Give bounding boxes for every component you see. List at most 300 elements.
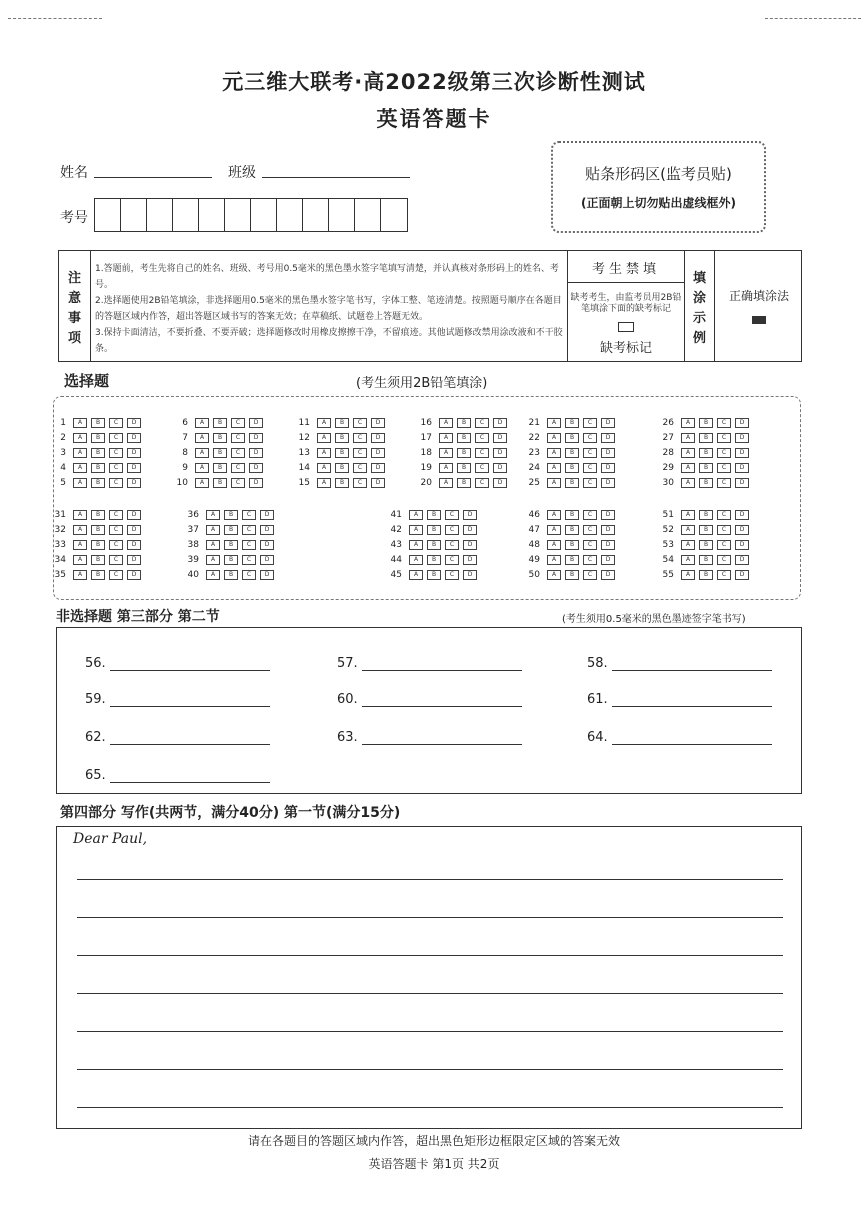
- option-b-bubble[interactable]: B: [91, 418, 105, 428]
- option-d-bubble[interactable]: D: [127, 525, 141, 535]
- option-a-bubble[interactable]: A: [73, 478, 87, 488]
- option-a-bubble[interactable]: A: [73, 555, 87, 565]
- option-b-bubble[interactable]: B: [335, 418, 349, 428]
- option-c-bubble[interactable]: C: [717, 570, 731, 580]
- option-d-bubble[interactable]: D: [735, 463, 749, 473]
- option-d-bubble[interactable]: D: [493, 418, 507, 428]
- option-c-bubble[interactable]: C: [109, 510, 123, 520]
- option-c-bubble[interactable]: C: [231, 478, 245, 488]
- option-a-bubble[interactable]: A: [547, 555, 561, 565]
- question-6: [168, 417, 267, 429]
- option-b-bubble[interactable]: B: [91, 463, 105, 473]
- question-54: [654, 554, 753, 566]
- question-35: [46, 569, 145, 581]
- option-b-bubble[interactable]: B: [224, 510, 238, 520]
- option-c-bubble[interactable]: C: [717, 478, 731, 488]
- id-digit-cell[interactable]: [381, 199, 407, 231]
- option-a-bubble[interactable]: A: [681, 570, 695, 580]
- option-b-bubble[interactable]: B: [427, 555, 441, 565]
- id-digit-cell[interactable]: [225, 199, 251, 231]
- option-b-bubble[interactable]: B: [699, 540, 713, 550]
- option-c-bubble[interactable]: C: [717, 433, 731, 443]
- option-c-bubble[interactable]: C: [242, 570, 256, 580]
- option-a-bubble[interactable]: A: [547, 525, 561, 535]
- option-c-bubble[interactable]: C: [353, 463, 367, 473]
- option-c-bubble[interactable]: C: [109, 433, 123, 443]
- option-a-bubble[interactable]: A: [439, 463, 453, 473]
- blank-61[interactable]: 61.: [587, 692, 772, 707]
- option-a-bubble[interactable]: A: [681, 433, 695, 443]
- option-b-bubble[interactable]: B: [457, 463, 471, 473]
- option-c-bubble[interactable]: C: [445, 510, 459, 520]
- option-b-bubble[interactable]: B: [457, 448, 471, 458]
- option-c-bubble[interactable]: C: [475, 433, 489, 443]
- option-c-bubble[interactable]: C: [717, 463, 731, 473]
- blank-62[interactable]: 62.: [85, 730, 270, 745]
- option-a-bubble[interactable]: A: [547, 540, 561, 550]
- option-d-bubble[interactable]: D: [601, 478, 615, 488]
- blank-56[interactable]: 56.: [85, 656, 270, 671]
- option-a-bubble[interactable]: A: [409, 540, 423, 550]
- option-d-bubble[interactable]: D: [493, 433, 507, 443]
- option-d-bubble[interactable]: D: [601, 463, 615, 473]
- blank-57[interactable]: 57.: [337, 656, 522, 671]
- id-number-grid[interactable]: [94, 198, 408, 232]
- id-digit-cell[interactable]: [121, 199, 147, 231]
- option-c-bubble[interactable]: C: [242, 525, 256, 535]
- missing-text: 缺考考生，由监考员用2B铅笔填涂下面的缺考标记: [570, 293, 682, 314]
- option-c-bubble[interactable]: C: [242, 510, 256, 520]
- option-b-bubble[interactable]: B: [699, 478, 713, 488]
- option-a-bubble[interactable]: A: [73, 463, 87, 473]
- question-number: 1: [60, 418, 66, 428]
- option-b-bubble[interactable]: B: [427, 510, 441, 520]
- option-c-bubble[interactable]: C: [583, 433, 597, 443]
- option-c-bubble[interactable]: C: [109, 540, 123, 550]
- option-a-bubble[interactable]: A: [439, 448, 453, 458]
- option-d-bubble[interactable]: D: [463, 510, 477, 520]
- option-a-bubble[interactable]: A: [681, 555, 695, 565]
- id-digit-cell[interactable]: [173, 199, 199, 231]
- option-c-bubble[interactable]: C: [583, 525, 597, 535]
- option-b-bubble[interactable]: B: [427, 540, 441, 550]
- option-d-bubble[interactable]: D: [371, 433, 385, 443]
- option-d-bubble[interactable]: D: [735, 525, 749, 535]
- option-a-bubble[interactable]: A: [206, 525, 220, 535]
- option-b-bubble[interactable]: B: [91, 510, 105, 520]
- option-a-bubble[interactable]: A: [409, 555, 423, 565]
- question-34: [46, 554, 145, 566]
- option-a-bubble[interactable]: A: [547, 570, 561, 580]
- option-d-bubble[interactable]: D: [493, 448, 507, 458]
- option-c-bubble[interactable]: C: [475, 418, 489, 428]
- option-a-bubble[interactable]: A: [73, 570, 87, 580]
- option-d-bubble[interactable]: D: [601, 418, 615, 428]
- question-29: [654, 462, 753, 474]
- blank-59[interactable]: 59.: [85, 692, 270, 707]
- option-a-bubble[interactable]: A: [317, 433, 331, 443]
- question-55: [654, 569, 753, 581]
- question-36: [179, 509, 278, 521]
- option-b-bubble[interactable]: B: [91, 478, 105, 488]
- option-a-bubble[interactable]: A: [547, 510, 561, 520]
- question-number: 34: [54, 555, 66, 565]
- option-b-bubble[interactable]: B: [565, 433, 579, 443]
- question-21: [520, 417, 619, 429]
- option-d-bubble[interactable]: D: [601, 555, 615, 565]
- option-d-bubble[interactable]: D: [601, 510, 615, 520]
- option-d-bubble[interactable]: D: [249, 448, 263, 458]
- option-a-bubble[interactable]: A: [681, 463, 695, 473]
- option-a-bubble[interactable]: A: [317, 478, 331, 488]
- question-number: 55: [662, 570, 674, 580]
- question-7: [168, 432, 267, 444]
- option-d-bubble[interactable]: D: [249, 433, 263, 443]
- option-b-bubble[interactable]: B: [335, 463, 349, 473]
- id-digit-cell[interactable]: [329, 199, 355, 231]
- option-b-bubble[interactable]: B: [224, 540, 238, 550]
- option-b-bubble[interactable]: B: [565, 478, 579, 488]
- id-digit-cell[interactable]: [95, 199, 121, 231]
- option-b-bubble[interactable]: B: [699, 510, 713, 520]
- option-c-bubble[interactable]: C: [242, 555, 256, 565]
- option-a-bubble[interactable]: A: [681, 510, 695, 520]
- mcq-note: (考生须用2B铅笔填涂): [356, 376, 488, 391]
- question-number: 50: [528, 570, 540, 580]
- option-a-bubble[interactable]: A: [73, 418, 87, 428]
- option-c-bubble[interactable]: C: [583, 478, 597, 488]
- question-number: 24: [528, 463, 540, 473]
- option-d-bubble[interactable]: D: [493, 463, 507, 473]
- option-b-bubble[interactable]: B: [565, 555, 579, 565]
- option-d-bubble[interactable]: D: [127, 540, 141, 550]
- option-b-bubble[interactable]: B: [457, 433, 471, 443]
- option-c-bubble[interactable]: C: [583, 418, 597, 428]
- option-c-bubble[interactable]: C: [475, 478, 489, 488]
- writing-line: [77, 993, 783, 994]
- option-b-bubble[interactable]: B: [565, 510, 579, 520]
- option-b-bubble[interactable]: B: [213, 463, 227, 473]
- option-d-bubble[interactable]: D: [463, 525, 477, 535]
- option-a-bubble[interactable]: A: [206, 510, 220, 520]
- option-c-bubble[interactable]: C: [231, 418, 245, 428]
- option-c-bubble[interactable]: C: [717, 448, 731, 458]
- option-d-bubble[interactable]: D: [735, 448, 749, 458]
- option-b-bubble[interactable]: B: [91, 525, 105, 535]
- option-d-bubble[interactable]: D: [735, 433, 749, 443]
- missing-mark-box[interactable]: [618, 322, 634, 332]
- option-c-bubble[interactable]: C: [583, 463, 597, 473]
- option-c-bubble[interactable]: C: [353, 418, 367, 428]
- option-c-bubble[interactable]: C: [109, 448, 123, 458]
- option-c-bubble[interactable]: C: [109, 478, 123, 488]
- option-c-bubble[interactable]: C: [231, 463, 245, 473]
- option-d-bubble[interactable]: D: [249, 418, 263, 428]
- id-digit-cell[interactable]: [147, 199, 173, 231]
- blank-65[interactable]: 65.: [85, 768, 270, 783]
- option-a-bubble[interactable]: A: [547, 448, 561, 458]
- option-b-bubble[interactable]: B: [91, 555, 105, 565]
- id-digit-cell[interactable]: [251, 199, 277, 231]
- question-33: [46, 539, 145, 551]
- question-28: [654, 447, 753, 459]
- option-a-bubble[interactable]: A: [439, 478, 453, 488]
- option-d-bubble[interactable]: D: [735, 418, 749, 428]
- name-field[interactable]: [94, 177, 212, 178]
- id-digit-cell[interactable]: [355, 199, 381, 231]
- name-label: 姓名: [60, 165, 88, 181]
- option-b-bubble[interactable]: B: [457, 478, 471, 488]
- blank-64[interactable]: 64.: [587, 730, 772, 745]
- option-a-bubble[interactable]: A: [439, 418, 453, 428]
- option-a-bubble[interactable]: A: [195, 478, 209, 488]
- option-c-bubble[interactable]: C: [109, 463, 123, 473]
- option-a-bubble[interactable]: A: [195, 448, 209, 458]
- option-d-bubble[interactable]: D: [735, 555, 749, 565]
- exam-title: 元三维大联考·高2022级第三次诊断性测试: [222, 70, 646, 94]
- option-c-bubble[interactable]: C: [109, 555, 123, 565]
- option-b-bubble[interactable]: B: [224, 570, 238, 580]
- option-d-bubble[interactable]: D: [735, 540, 749, 550]
- option-b-bubble[interactable]: B: [335, 448, 349, 458]
- option-c-bubble[interactable]: C: [583, 570, 597, 580]
- option-c-bubble[interactable]: C: [717, 525, 731, 535]
- question-22: [520, 432, 619, 444]
- blank-60[interactable]: 60.: [337, 692, 522, 707]
- option-b-bubble[interactable]: B: [457, 418, 471, 428]
- option-c-bubble[interactable]: C: [109, 418, 123, 428]
- option-a-bubble[interactable]: A: [317, 463, 331, 473]
- missing-title: 考生禁填: [591, 262, 660, 277]
- question-53: [654, 539, 753, 551]
- question-30: [654, 477, 753, 489]
- option-b-bubble[interactable]: B: [91, 448, 105, 458]
- option-b-bubble[interactable]: B: [699, 448, 713, 458]
- option-b-bubble[interactable]: B: [699, 418, 713, 428]
- option-a-bubble[interactable]: A: [547, 463, 561, 473]
- option-d-bubble[interactable]: D: [735, 510, 749, 520]
- blank-58[interactable]: 58.: [587, 656, 772, 671]
- option-b-bubble[interactable]: B: [699, 525, 713, 535]
- option-d-bubble[interactable]: D: [601, 540, 615, 550]
- option-d-bubble[interactable]: D: [463, 570, 477, 580]
- salutation: Dear Paul,: [73, 831, 148, 847]
- option-a-bubble[interactable]: A: [681, 448, 695, 458]
- option-d-bubble[interactable]: D: [463, 540, 477, 550]
- option-c-bubble[interactable]: C: [109, 570, 123, 580]
- option-c-bubble[interactable]: C: [717, 555, 731, 565]
- option-c-bubble[interactable]: C: [242, 540, 256, 550]
- option-a-bubble[interactable]: A: [547, 418, 561, 428]
- option-a-bubble[interactable]: A: [73, 433, 87, 443]
- option-a-bubble[interactable]: A: [206, 540, 220, 550]
- option-c-bubble[interactable]: C: [231, 433, 245, 443]
- missing-label: 缺考标记: [599, 341, 652, 356]
- question-number: 26: [662, 418, 674, 428]
- option-b-bubble[interactable]: B: [213, 418, 227, 428]
- question-number: 11: [298, 418, 310, 428]
- option-c-bubble[interactable]: C: [475, 448, 489, 458]
- option-d-bubble[interactable]: D: [601, 448, 615, 458]
- question-number: 23: [528, 448, 540, 458]
- option-b-bubble[interactable]: B: [335, 433, 349, 443]
- option-a-bubble[interactable]: A: [409, 570, 423, 580]
- option-c-bubble[interactable]: C: [717, 418, 731, 428]
- option-c-bubble[interactable]: C: [583, 510, 597, 520]
- option-d-bubble[interactable]: D: [260, 555, 274, 565]
- question-39: [179, 554, 278, 566]
- option-a-bubble[interactable]: A: [317, 448, 331, 458]
- writing-line: [77, 1107, 783, 1108]
- option-d-bubble[interactable]: D: [260, 510, 274, 520]
- option-d-bubble[interactable]: D: [260, 540, 274, 550]
- option-a-bubble[interactable]: A: [73, 525, 87, 535]
- option-a-bubble[interactable]: A: [195, 418, 209, 428]
- option-a-bubble[interactable]: A: [547, 433, 561, 443]
- option-c-bubble[interactable]: C: [583, 555, 597, 565]
- option-b-bubble[interactable]: B: [224, 525, 238, 535]
- option-b-bubble[interactable]: B: [91, 570, 105, 580]
- option-d-bubble[interactable]: D: [127, 555, 141, 565]
- question-50: [520, 569, 619, 581]
- option-d-bubble[interactable]: D: [260, 525, 274, 535]
- option-a-bubble[interactable]: A: [73, 448, 87, 458]
- option-b-bubble[interactable]: B: [565, 570, 579, 580]
- option-b-bubble[interactable]: B: [335, 478, 349, 488]
- question-41: [382, 509, 481, 521]
- option-b-bubble[interactable]: B: [699, 433, 713, 443]
- id-digit-cell[interactable]: [199, 199, 225, 231]
- option-c-bubble[interactable]: C: [353, 448, 367, 458]
- option-d-bubble[interactable]: D: [260, 570, 274, 580]
- option-c-bubble[interactable]: C: [717, 540, 731, 550]
- class-label: 班级: [228, 165, 256, 181]
- option-b-bubble[interactable]: B: [565, 540, 579, 550]
- option-d-bubble[interactable]: D: [735, 478, 749, 488]
- option-b-bubble[interactable]: B: [565, 525, 579, 535]
- option-d-bubble[interactable]: D: [127, 448, 141, 458]
- option-b-bubble[interactable]: B: [213, 433, 227, 443]
- option-a-bubble[interactable]: A: [409, 510, 423, 520]
- option-d-bubble[interactable]: D: [127, 570, 141, 580]
- option-b-bubble[interactable]: B: [565, 418, 579, 428]
- question-number: 54: [662, 555, 674, 565]
- option-b-bubble[interactable]: B: [699, 570, 713, 580]
- option-a-bubble[interactable]: A: [681, 418, 695, 428]
- option-b-bubble[interactable]: B: [224, 555, 238, 565]
- option-d-bubble[interactable]: D: [371, 448, 385, 458]
- option-c-bubble[interactable]: C: [445, 555, 459, 565]
- option-b-bubble[interactable]: B: [699, 555, 713, 565]
- question-13: [290, 447, 389, 459]
- question-number: 22: [528, 433, 540, 443]
- question-number: 3: [60, 448, 66, 458]
- option-d-bubble[interactable]: D: [127, 418, 141, 428]
- option-d-bubble[interactable]: D: [127, 463, 141, 473]
- option-d-bubble[interactable]: D: [249, 478, 263, 488]
- option-a-bubble[interactable]: A: [73, 510, 87, 520]
- fill-example-heading: 填 涂 示 例: [685, 251, 715, 361]
- option-a-bubble[interactable]: A: [195, 433, 209, 443]
- question-3: [46, 447, 145, 459]
- option-a-bubble[interactable]: A: [681, 540, 695, 550]
- option-b-bubble[interactable]: B: [565, 463, 579, 473]
- option-d-bubble[interactable]: D: [127, 478, 141, 488]
- option-a-bubble[interactable]: A: [409, 525, 423, 535]
- id-digit-cell[interactable]: [303, 199, 329, 231]
- option-c-bubble[interactable]: C: [353, 478, 367, 488]
- option-d-bubble[interactable]: D: [371, 463, 385, 473]
- option-d-bubble[interactable]: D: [601, 570, 615, 580]
- option-b-bubble[interactable]: B: [699, 463, 713, 473]
- option-d-bubble[interactable]: D: [249, 463, 263, 473]
- option-a-bubble[interactable]: A: [195, 463, 209, 473]
- option-c-bubble[interactable]: C: [353, 433, 367, 443]
- option-c-bubble[interactable]: C: [445, 570, 459, 580]
- option-a-bubble[interactable]: A: [439, 433, 453, 443]
- option-d-bubble[interactable]: D: [463, 555, 477, 565]
- option-c-bubble[interactable]: C: [475, 463, 489, 473]
- option-a-bubble[interactable]: A: [317, 418, 331, 428]
- option-b-bubble[interactable]: B: [91, 540, 105, 550]
- option-d-bubble[interactable]: D: [371, 478, 385, 488]
- question-19: [412, 462, 511, 474]
- option-b-bubble[interactable]: B: [427, 570, 441, 580]
- question-number: 5: [60, 478, 66, 488]
- option-c-bubble[interactable]: C: [583, 540, 597, 550]
- question-number: 39: [187, 555, 199, 565]
- question-number: 40: [187, 570, 199, 580]
- option-d-bubble[interactable]: D: [601, 525, 615, 535]
- option-a-bubble[interactable]: A: [206, 570, 220, 580]
- blank-63[interactable]: 63.: [337, 730, 522, 745]
- option-c-bubble[interactable]: C: [445, 525, 459, 535]
- option-d-bubble[interactable]: D: [371, 418, 385, 428]
- option-c-bubble[interactable]: C: [445, 540, 459, 550]
- option-c-bubble[interactable]: C: [109, 525, 123, 535]
- option-d-bubble[interactable]: D: [127, 510, 141, 520]
- id-digit-cell[interactable]: [277, 199, 303, 231]
- option-c-bubble[interactable]: C: [583, 448, 597, 458]
- option-a-bubble[interactable]: A: [681, 525, 695, 535]
- option-a-bubble[interactable]: A: [681, 478, 695, 488]
- question-25: [520, 477, 619, 489]
- option-a-bubble[interactable]: A: [73, 540, 87, 550]
- question-1: [46, 417, 145, 429]
- class-field[interactable]: [262, 177, 410, 178]
- fill-blank-area: [56, 627, 802, 794]
- question-2: [46, 432, 145, 444]
- question-number: 42: [390, 525, 402, 535]
- option-d-bubble[interactable]: D: [493, 478, 507, 488]
- option-b-bubble[interactable]: B: [565, 448, 579, 458]
- option-b-bubble[interactable]: B: [213, 478, 227, 488]
- option-d-bubble[interactable]: D: [601, 433, 615, 443]
- option-c-bubble[interactable]: C: [231, 448, 245, 458]
- option-b-bubble[interactable]: B: [213, 448, 227, 458]
- option-b-bubble[interactable]: B: [427, 525, 441, 535]
- option-a-bubble[interactable]: A: [206, 555, 220, 565]
- id-label: 考号: [60, 210, 88, 226]
- option-d-bubble[interactable]: D: [735, 570, 749, 580]
- option-d-bubble[interactable]: D: [127, 433, 141, 443]
- option-c-bubble[interactable]: C: [717, 510, 731, 520]
- barcode-title: 贴条形码区(监考员贴): [585, 165, 732, 183]
- fill-example: [719, 287, 799, 324]
- option-a-bubble[interactable]: A: [547, 478, 561, 488]
- writing-area[interactable]: [56, 826, 802, 1129]
- option-b-bubble[interactable]: B: [91, 433, 105, 443]
